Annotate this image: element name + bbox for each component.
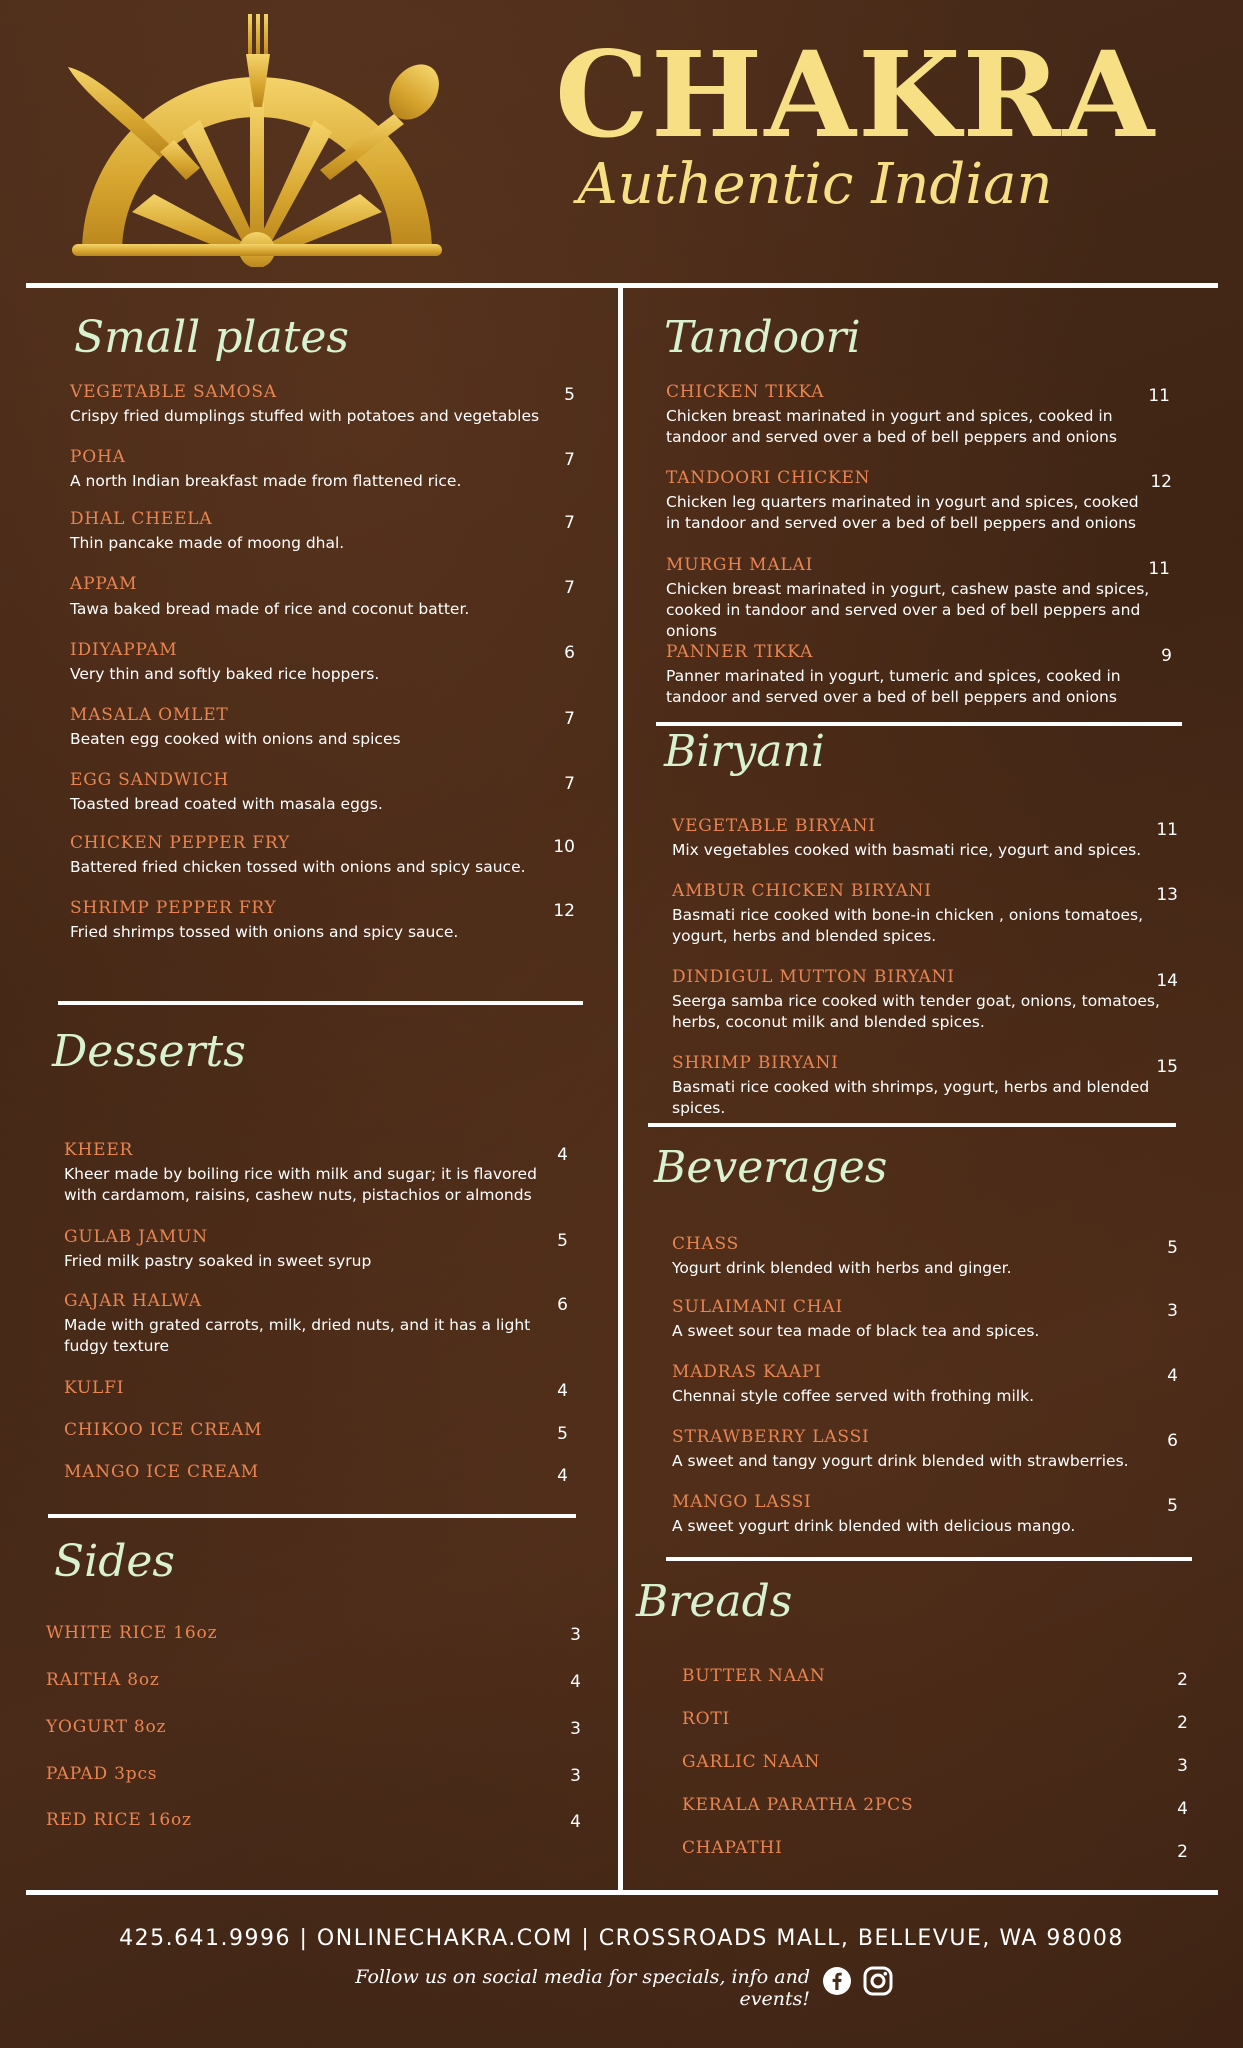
menu-item-desc: Toasted bread coated with masala eggs. bbox=[70, 795, 383, 813]
menu-item-name: SHRIMP BIRYANI bbox=[672, 1053, 839, 1073]
social-tagline: Follow us on social media for specials, info and events! bbox=[355, 1966, 810, 2010]
menu-item-price: 12 bbox=[1150, 472, 1172, 492]
beverages-divider bbox=[666, 1557, 1192, 1561]
menu-item-name: YOGURT 8oz bbox=[46, 1717, 167, 1737]
menu-item-price: 15 bbox=[1156, 1057, 1178, 1077]
menu-item-name: WHITE RICE 16oz bbox=[46, 1623, 218, 1643]
menu-item-price: 11 bbox=[1156, 820, 1178, 840]
menu-item-desc: Tawa baked bread made of rice and coconut batter. bbox=[70, 600, 470, 618]
menu-item-desc: Battered fried chicken tossed with onions and spicy sauce. bbox=[70, 858, 526, 876]
section-title-biryani: Biryani bbox=[664, 726, 825, 777]
menu-item-price: 4 bbox=[557, 1381, 568, 1401]
menu-item-price: 7 bbox=[564, 450, 575, 470]
menu-item-name: POHA bbox=[70, 447, 126, 467]
menu-item-price: 4 bbox=[570, 1812, 581, 1832]
logo-icon bbox=[62, 12, 452, 267]
menu-item-price: 4 bbox=[557, 1145, 568, 1165]
menu-item-name: RED RICE 16oz bbox=[46, 1810, 192, 1830]
menu-item-price: 13 bbox=[1156, 885, 1178, 905]
menu-item-desc: Chennai style coffee served with frothing milk. bbox=[672, 1387, 1034, 1405]
menu-item-price: 9 bbox=[1161, 646, 1172, 666]
menu-item-name: CHICKEN TIKKA bbox=[666, 382, 825, 402]
menu-item-name: SULAIMANI CHAI bbox=[672, 1297, 843, 1317]
menu-item-name: VEGETABLE SAMOSA bbox=[70, 382, 277, 402]
menu-item-price: 7 bbox=[564, 709, 575, 729]
menu-item-name: CHAPATHI bbox=[682, 1838, 783, 1858]
section-title-beverages: Beverages bbox=[654, 1142, 888, 1193]
menu-item-desc: Made with grated carrots, milk, dried nuts, and it has a light fudgy texture bbox=[64, 1316, 531, 1355]
contact-info: 425.641.9996 | ONLINECHAKRA.COM | CROSSROADS MALL, BELLEVUE, WA 98008 bbox=[119, 1926, 1124, 1951]
menu-item-name: MASALA OMLET bbox=[70, 705, 229, 725]
section-title-tandoori: Tandoori bbox=[664, 312, 861, 363]
section-title-small-plates: Small plates bbox=[74, 312, 349, 363]
menu-item-desc: Yogurt drink blended with herbs and ginger. bbox=[672, 1259, 1012, 1277]
menu-item-desc: Basmati rice cooked with bone-in chicken , onions tomatoes, yogurt, herbs and blended spices. bbox=[672, 906, 1144, 945]
menu-item-desc: Crispy fried dumplings stuffed with potatoes and vegetables bbox=[70, 407, 540, 425]
menu-item-name: DINDIGUL MUTTON BIRYANI bbox=[672, 967, 955, 987]
menu-item-name: BUTTER NAAN bbox=[682, 1666, 826, 1686]
menu-item-price: 7 bbox=[564, 774, 575, 794]
menu-item-name: APPAM bbox=[70, 574, 138, 594]
restaurant-tagline: Authentic Indian bbox=[577, 152, 1053, 217]
menu-item-name: PANNER TIKKA bbox=[666, 642, 814, 662]
small-plates-divider bbox=[58, 1001, 583, 1005]
desserts-divider bbox=[48, 1514, 576, 1518]
menu-item-name: CHIKOO ICE CREAM bbox=[64, 1420, 263, 1440]
menu-item-desc: Kheer made by boiling rice with milk and sugar; it is flavored with cardamom, raisins, cashew nuts, pistachios or almonds bbox=[64, 1165, 537, 1204]
section-title-breads: Breads bbox=[636, 1576, 793, 1627]
menu-item-desc: Chicken breast marinated in yogurt, cashew paste and spices, cooked in tandoor and served over a bed of bell peppers and onions bbox=[666, 580, 1150, 640]
menu-item-name: CHICKEN PEPPER FRY bbox=[70, 833, 290, 853]
menu-item-price: 7 bbox=[564, 513, 575, 533]
menu-item-desc: Seerga samba rice cooked with tender goat, onions, tomatoes, herbs, coconut milk and blended spices. bbox=[672, 992, 1160, 1031]
menu-item-name: RAITHA 8oz bbox=[46, 1670, 160, 1690]
menu-item-desc: Fried milk pastry soaked in sweet syrup bbox=[64, 1252, 372, 1270]
menu-item-desc: Chicken breast marinated in yogurt and spices, cooked in tandoor and served over a bed of bell peppers and onions bbox=[666, 407, 1117, 446]
menu-item-price: 11 bbox=[1148, 386, 1170, 406]
menu-item-price: 11 bbox=[1148, 559, 1170, 579]
menu-item-desc: Beaten egg cooked with onions and spices bbox=[70, 730, 401, 748]
menu-item-price: 5 bbox=[557, 1231, 568, 1251]
menu-item-name: GAJAR HALWA bbox=[64, 1291, 202, 1311]
menu-item-price: 3 bbox=[570, 1719, 581, 1739]
menu-item-name: DHAL CHEELA bbox=[70, 509, 213, 529]
menu-item-name: KHEER bbox=[64, 1140, 134, 1160]
menu-item-name: GULAB JAMUN bbox=[64, 1227, 208, 1247]
section-title-desserts: Desserts bbox=[52, 1026, 246, 1077]
menu-item-desc: Mix vegetables cooked with basmati rice, yogurt and spices. bbox=[672, 841, 1142, 859]
menu-item-price: 12 bbox=[553, 901, 575, 921]
menu-item-price: 3 bbox=[1177, 1756, 1188, 1776]
menu-item-name: MANGO ICE CREAM bbox=[64, 1462, 259, 1482]
menu-item-price: 2 bbox=[1177, 1713, 1188, 1733]
menu-item-name: ROTI bbox=[682, 1709, 730, 1729]
menu-item-desc: Fried shrimps tossed with onions and spicy sauce. bbox=[70, 923, 459, 941]
menu-item-price: 2 bbox=[1177, 1842, 1188, 1862]
menu-item-name: AMBUR CHICKEN BIRYANI bbox=[672, 881, 932, 901]
menu-item-name: MANGO LASSI bbox=[672, 1492, 812, 1512]
menu-item-desc: Panner marinated in yogurt, tumeric and spices, cooked in tandoor and served over a bed of bell peppers and onions bbox=[666, 667, 1121, 706]
menu-item-name: IDIYAPPAM bbox=[70, 640, 178, 660]
menu-item-price: 3 bbox=[570, 1625, 581, 1645]
menu-item-desc: A sweet and tangy yogurt drink blended with strawberries. bbox=[672, 1452, 1129, 1470]
menu-item-price: 6 bbox=[557, 1295, 568, 1315]
menu-item-desc: A north Indian breakfast made from flattened rice. bbox=[70, 472, 462, 490]
menu-item-desc: Thin pancake made of moong dhal. bbox=[70, 534, 345, 552]
biryani-divider bbox=[648, 1123, 1176, 1127]
menu-item-name: STRAWBERRY LASSI bbox=[672, 1427, 870, 1447]
column-divider bbox=[618, 286, 623, 1894]
menu-item-name: EGG SANDWICH bbox=[70, 770, 230, 790]
menu-item-name: MADRAS KAAPI bbox=[672, 1362, 822, 1382]
menu-item-price: 4 bbox=[557, 1466, 568, 1486]
facebook-icon[interactable] bbox=[822, 1966, 852, 1996]
menu-item-price: 4 bbox=[1167, 1366, 1178, 1386]
menu-item-price: 4 bbox=[570, 1672, 581, 1692]
menu-item-desc: Basmati rice cooked with shrimps, yogurt, herbs and blended spices. bbox=[672, 1078, 1150, 1117]
restaurant-name: CHAKRA bbox=[555, 25, 1157, 164]
menu-item-price: 6 bbox=[564, 643, 575, 663]
menu-item-name: KULFI bbox=[64, 1378, 125, 1398]
menu-item-name: PAPAD 3pcs bbox=[46, 1764, 158, 1784]
menu-item-price: 4 bbox=[1177, 1799, 1188, 1819]
menu-item-price: 14 bbox=[1156, 971, 1178, 991]
instagram-icon[interactable] bbox=[863, 1966, 893, 1996]
menu-item-price: 5 bbox=[557, 1424, 568, 1444]
menu-item-name: TANDOORI CHICKEN bbox=[666, 468, 871, 488]
menu-item-price: 6 bbox=[1167, 1431, 1178, 1451]
menu-item-price: 3 bbox=[1167, 1301, 1178, 1321]
menu-item-desc: Chicken leg quarters marinated in yogurt and spices, cooked in tandoor and served over a bed of bell peppers and onions bbox=[666, 493, 1139, 532]
menu-item-price: 5 bbox=[1167, 1496, 1178, 1516]
menu-item-price: 5 bbox=[1167, 1238, 1178, 1258]
menu-item-desc: A sweet sour tea made of black tea and spices. bbox=[672, 1322, 1040, 1340]
menu-item-price: 7 bbox=[564, 578, 575, 598]
section-title-sides: Sides bbox=[54, 1536, 175, 1587]
menu-item-name: KERALA PARATHA 2PCS bbox=[682, 1795, 914, 1815]
menu-item-name: CHASS bbox=[672, 1234, 740, 1254]
menu-item-desc: Very thin and softly baked rice hoppers. bbox=[70, 665, 380, 683]
menu-item-name: MURGH MALAI bbox=[666, 555, 814, 575]
menu-item-price: 10 bbox=[553, 837, 575, 857]
menu-item-name: SHRIMP PEPPER FRY bbox=[70, 898, 277, 918]
menu-item-price: 3 bbox=[570, 1766, 581, 1786]
menu-item-price: 5 bbox=[564, 385, 575, 405]
menu-item-name: VEGETABLE BIRYANI bbox=[672, 816, 876, 836]
menu-item-price: 2 bbox=[1177, 1670, 1188, 1690]
footer-divider bbox=[26, 1890, 1218, 1895]
menu-item-desc: A sweet yogurt drink blended with delicious mango. bbox=[672, 1517, 1076, 1535]
menu-item-name: GARLIC NAAN bbox=[682, 1752, 821, 1772]
